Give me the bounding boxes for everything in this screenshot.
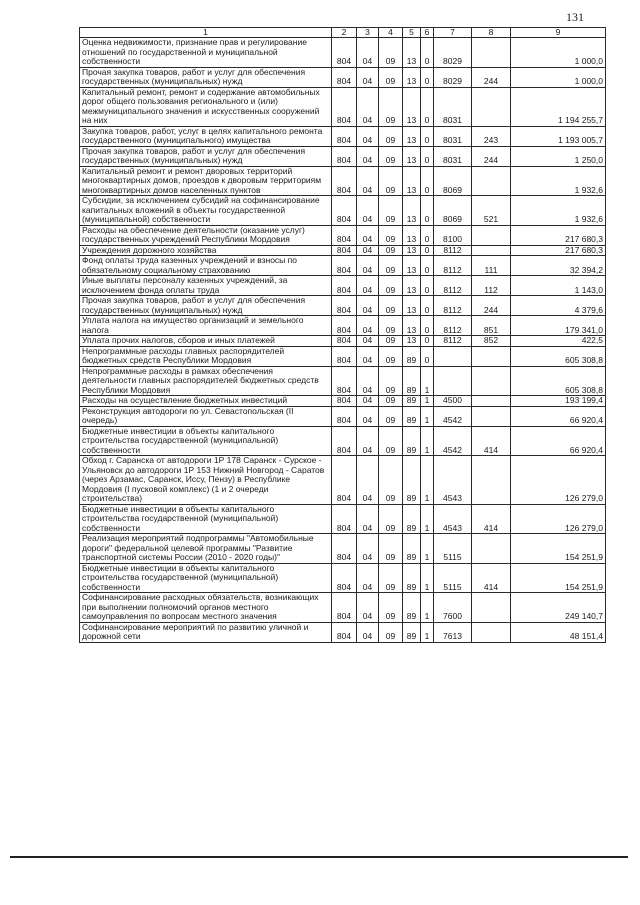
row-code: 8031: [434, 146, 472, 166]
row-code: 89: [403, 406, 421, 426]
row-description: Фонд оплаты труда казенных учреждений и взносы по обязательному социальному страхованию: [80, 256, 332, 276]
row-code: 04: [357, 426, 379, 456]
header-row: [80, 28, 606, 38]
row-code: [472, 406, 511, 426]
row-code: 13: [403, 67, 421, 87]
row-code: 1: [421, 593, 434, 623]
table-row: [80, 316, 606, 336]
row-amount: 66 920,4: [511, 406, 606, 426]
row-code: 0: [421, 296, 434, 316]
row-code: 0: [421, 146, 434, 166]
table-row: [80, 166, 606, 196]
table-row: [80, 256, 606, 276]
row-code: 13: [403, 87, 421, 126]
row-code: 804: [332, 256, 357, 276]
row-code: 04: [357, 316, 379, 336]
row-code: 09: [379, 406, 403, 426]
row-code: 1: [421, 563, 434, 593]
column-header: 2: [332, 28, 357, 38]
row-code: 13: [403, 276, 421, 296]
row-code: 89: [403, 456, 421, 505]
row-code: 7600: [434, 593, 472, 623]
row-code: 1: [421, 504, 434, 534]
row-code: 04: [357, 256, 379, 276]
row-code: 244: [472, 146, 511, 166]
row-description: Прочая закупка товаров, работ и услуг для обеспечения государственных (муниципальных) нужд: [80, 67, 332, 87]
row-code: 0: [421, 346, 434, 366]
row-code: 0: [421, 276, 434, 296]
row-code: 89: [403, 563, 421, 593]
row-code: 04: [357, 346, 379, 366]
row-code: 8112: [434, 296, 472, 316]
row-description: Обход г. Саранска от автодороги 1Р 178 Саранск - Сурское - Ульяновск до автодороги 1Р 153 Нижний Новгород - Саратов (через Арзамас, Саранск, Иссу, Пензу) в Республике Мордовия (I пусковой комплекс) (1 и 2 очереди строительства): [80, 456, 332, 505]
row-code: 1: [421, 426, 434, 456]
page-number: 131: [566, 10, 584, 24]
row-code: [472, 38, 511, 68]
row-amount: 1 000,0: [511, 38, 606, 68]
row-description: Уплата налога на имущество организаций и земельного налога: [80, 316, 332, 336]
row-code: 804: [332, 276, 357, 296]
row-code: 04: [357, 622, 379, 642]
row-code: 04: [357, 38, 379, 68]
row-code: 09: [379, 146, 403, 166]
column-header: 6: [421, 28, 434, 38]
row-code: 04: [357, 504, 379, 534]
row-code: 89: [403, 534, 421, 564]
row-amount: 66 920,4: [511, 426, 606, 456]
table-row: [80, 622, 606, 642]
row-code: 804: [332, 426, 357, 456]
row-code: 13: [403, 256, 421, 276]
row-code: 04: [357, 87, 379, 126]
row-code: 414: [472, 426, 511, 456]
row-code: 804: [332, 622, 357, 642]
row-code: 804: [332, 504, 357, 534]
row-code: [472, 87, 511, 126]
row-code: 4500: [434, 396, 472, 407]
row-code: 0: [421, 245, 434, 256]
row-code: 8112: [434, 245, 472, 256]
row-code: 09: [379, 336, 403, 347]
row-amount: 193 199,4: [511, 396, 606, 407]
row-code: 09: [379, 296, 403, 316]
table-row: [80, 396, 606, 407]
row-code: 4542: [434, 426, 472, 456]
row-description: Софинансирование расходных обязательств, возникающих при выполнении полномочий органов местного самоуправления по вопросам местного значения: [80, 593, 332, 623]
row-amount: 32 394,2: [511, 256, 606, 276]
row-code: [472, 456, 511, 505]
row-code: 04: [357, 126, 379, 146]
row-code: 09: [379, 196, 403, 226]
row-code: 0: [421, 67, 434, 87]
row-code: 4543: [434, 456, 472, 505]
row-code: 09: [379, 593, 403, 623]
row-code: 89: [403, 346, 421, 366]
row-code: 111: [472, 256, 511, 276]
row-code: 1: [421, 622, 434, 642]
row-code: 13: [403, 225, 421, 245]
row-code: 0: [421, 38, 434, 68]
row-code: 804: [332, 336, 357, 347]
row-code: 0: [421, 336, 434, 347]
row-code: 8029: [434, 67, 472, 87]
row-code: 13: [403, 316, 421, 336]
row-code: [472, 225, 511, 245]
table-row: [80, 196, 606, 226]
row-code: 09: [379, 316, 403, 336]
row-code: 13: [403, 245, 421, 256]
row-code: 8069: [434, 166, 472, 196]
row-code: 852: [472, 336, 511, 347]
row-code: 04: [357, 534, 379, 564]
column-header: 7: [434, 28, 472, 38]
row-code: 04: [357, 166, 379, 196]
row-amount: 154 251,9: [511, 563, 606, 593]
row-description: Реконструкция автодороги по ул. Севастопольская (II очередь): [80, 406, 332, 426]
row-code: [472, 396, 511, 407]
row-description: Уплата прочих налогов, сборов и иных платежей: [80, 336, 332, 347]
row-amount: 1 932,6: [511, 196, 606, 226]
table-row: [80, 426, 606, 456]
row-amount: 1 194 255,7: [511, 87, 606, 126]
row-code: [472, 166, 511, 196]
row-code: 04: [357, 146, 379, 166]
table-row: [80, 126, 606, 146]
row-code: [434, 366, 472, 396]
bottom-rule: [10, 856, 628, 858]
row-code: 8100: [434, 225, 472, 245]
row-code: 04: [357, 336, 379, 347]
row-amount: 1 143,0: [511, 276, 606, 296]
row-code: 804: [332, 296, 357, 316]
row-description: Иные выплаты персоналу казенных учреждений, за исключением фонда оплаты труда: [80, 276, 332, 296]
row-code: 09: [379, 346, 403, 366]
row-description: Непрограммные расходы в рамках обеспечения деятельности главных распорядителей бюджетных средств Республики Мордовия: [80, 366, 332, 396]
row-amount: 217 680,3: [511, 245, 606, 256]
row-code: 09: [379, 366, 403, 396]
row-code: 13: [403, 146, 421, 166]
row-code: 8112: [434, 256, 472, 276]
row-description: Оценка недвижимости, признание прав и регулирование отношений по государственной и муниципальной собственности: [80, 38, 332, 68]
row-code: [472, 366, 511, 396]
row-code: [472, 534, 511, 564]
table-row: [80, 504, 606, 534]
row-description: Непрограммные расходы главных распорядителей бюджетных средств Республики Мордовия: [80, 346, 332, 366]
row-amount: 605 308,8: [511, 346, 606, 366]
table-row: [80, 146, 606, 166]
column-header: 4: [379, 28, 403, 38]
row-amount: 154 251,9: [511, 534, 606, 564]
row-code: 8069: [434, 196, 472, 226]
row-code: 09: [379, 504, 403, 534]
row-code: 804: [332, 456, 357, 505]
row-amount: 179 341,0: [511, 316, 606, 336]
row-code: 804: [332, 87, 357, 126]
table-row: [80, 38, 606, 68]
row-code: 89: [403, 504, 421, 534]
row-code: 09: [379, 126, 403, 146]
row-code: 244: [472, 296, 511, 316]
row-description: Капитальный ремонт, ремонт и содержание автомобильных дорог общего пользования регионального и (или) межмуниципального значения и искусственных сооружений на них: [80, 87, 332, 126]
row-code: 804: [332, 406, 357, 426]
column-header: 3: [357, 28, 379, 38]
row-code: 04: [357, 67, 379, 87]
row-code: 04: [357, 366, 379, 396]
row-amount: 4 379,6: [511, 296, 606, 316]
row-code: 13: [403, 38, 421, 68]
row-code: 13: [403, 126, 421, 146]
row-description: Бюджетные инвестиции в объекты капитального строительства государственной (муниципальной) собственности: [80, 426, 332, 456]
row-code: 0: [421, 87, 434, 126]
row-code: 09: [379, 622, 403, 642]
row-code: 5115: [434, 563, 472, 593]
row-code: 13: [403, 296, 421, 316]
row-code: 09: [379, 166, 403, 196]
row-code: 851: [472, 316, 511, 336]
row-code: 414: [472, 563, 511, 593]
row-amount: 1 000,0: [511, 67, 606, 87]
row-description: Закупка товаров, работ, услуг в целях капитального ремонта государственного (муниципального) имущества: [80, 126, 332, 146]
table-row: [80, 534, 606, 564]
row-code: 04: [357, 225, 379, 245]
row-code: 09: [379, 426, 403, 456]
row-code: [472, 245, 511, 256]
row-code: 09: [379, 456, 403, 505]
row-description: Бюджетные инвестиции в объекты капитального строительства государственной (муниципальной) собственности: [80, 563, 332, 593]
row-code: 0: [421, 316, 434, 336]
row-code: 09: [379, 256, 403, 276]
row-code: 8031: [434, 87, 472, 126]
row-code: 09: [379, 396, 403, 407]
table-row: [80, 276, 606, 296]
row-description: Софинансирование мероприятий по развитию уличной и дорожной сети: [80, 622, 332, 642]
row-code: 09: [379, 87, 403, 126]
row-code: 804: [332, 534, 357, 564]
row-code: 4543: [434, 504, 472, 534]
table-row: [80, 296, 606, 316]
row-description: Расходы на обеспечение деятельности (оказание услуг) государственных учреждений Республики Мордовия: [80, 225, 332, 245]
row-code: 8112: [434, 316, 472, 336]
row-code: 804: [332, 166, 357, 196]
row-code: 804: [332, 346, 357, 366]
row-code: 09: [379, 276, 403, 296]
row-amount: 422,5: [511, 336, 606, 347]
row-code: 89: [403, 396, 421, 407]
row-description: Реализация мероприятий подпрограммы "Автомобильные дороги" федеральной целевой программы "Развитие транспортной системы России (2010 - 2020 годы)": [80, 534, 332, 564]
row-code: 804: [332, 245, 357, 256]
table-row: [80, 225, 606, 245]
row-code: 13: [403, 336, 421, 347]
row-code: [472, 593, 511, 623]
row-code: 804: [332, 126, 357, 146]
row-code: 13: [403, 166, 421, 196]
table-row: [80, 406, 606, 426]
row-code: 243: [472, 126, 511, 146]
row-description: Субсидии, за исключением субсидий на софинансирование капитальных вложений в объекты государственной (муниципальной) собственности: [80, 196, 332, 226]
row-code: 804: [332, 593, 357, 623]
row-code: 04: [357, 196, 379, 226]
row-code: 04: [357, 593, 379, 623]
row-code: 521: [472, 196, 511, 226]
row-description: Прочая закупка товаров, работ и услуг для обеспечения государственных (муниципальных) нужд: [80, 296, 332, 316]
row-description: Прочая закупка товаров, работ и услуг для обеспечения государственных (муниципальных) нужд: [80, 146, 332, 166]
row-code: 8031: [434, 126, 472, 146]
row-amount: 126 279,0: [511, 456, 606, 505]
row-code: 13: [403, 196, 421, 226]
row-amount: 249 140,7: [511, 593, 606, 623]
column-header: 9: [511, 28, 606, 38]
table-row: [80, 366, 606, 396]
row-code: 09: [379, 225, 403, 245]
row-code: 8112: [434, 276, 472, 296]
row-code: 112: [472, 276, 511, 296]
row-code: 09: [379, 534, 403, 564]
row-code: 804: [332, 196, 357, 226]
row-code: 0: [421, 166, 434, 196]
row-code: 244: [472, 67, 511, 87]
row-code: 804: [332, 396, 357, 407]
row-code: 0: [421, 196, 434, 226]
row-code: 04: [357, 245, 379, 256]
row-amount: 217 680,3: [511, 225, 606, 245]
table-row: [80, 87, 606, 126]
row-code: 0: [421, 126, 434, 146]
row-code: 04: [357, 456, 379, 505]
row-code: 09: [379, 38, 403, 68]
row-description: Капитальный ремонт и ремонт дворовых территорий многоквартирных домов, проездов к дворовым территориям многоквартирных домов населенных пунктов: [80, 166, 332, 196]
row-description: Учреждения дорожного хозяйства: [80, 245, 332, 256]
row-code: 804: [332, 67, 357, 87]
row-amount: 1 193 005,7: [511, 126, 606, 146]
row-code: 04: [357, 563, 379, 593]
row-code: 89: [403, 366, 421, 396]
table-row: [80, 245, 606, 256]
row-code: 04: [357, 276, 379, 296]
table-row: [80, 456, 606, 505]
row-code: 804: [332, 225, 357, 245]
column-header: 5: [403, 28, 421, 38]
row-amount: 1 932,6: [511, 166, 606, 196]
row-code: 414: [472, 504, 511, 534]
row-code: 04: [357, 396, 379, 407]
row-amount: 48 151,4: [511, 622, 606, 642]
column-header: 1: [80, 28, 332, 38]
table-row: [80, 563, 606, 593]
row-code: 04: [357, 296, 379, 316]
row-amount: 126 279,0: [511, 504, 606, 534]
row-code: 804: [332, 38, 357, 68]
row-code: [472, 622, 511, 642]
row-code: 1: [421, 366, 434, 396]
row-code: 8112: [434, 336, 472, 347]
row-code: 804: [332, 316, 357, 336]
row-code: [472, 346, 511, 366]
row-amount: 605 308,8: [511, 366, 606, 396]
row-code: 09: [379, 245, 403, 256]
table-row: [80, 336, 606, 347]
table-row: [80, 67, 606, 87]
row-code: 1: [421, 534, 434, 564]
row-code: 804: [332, 146, 357, 166]
row-description: Расходы на осуществление бюджетных инвестиций: [80, 396, 332, 407]
table-row: [80, 593, 606, 623]
row-code: 804: [332, 563, 357, 593]
row-code: 09: [379, 563, 403, 593]
table-row: [80, 346, 606, 366]
row-code: 1: [421, 396, 434, 407]
row-code: 89: [403, 593, 421, 623]
row-description: Бюджетные инвестиции в объекты капитального строительства государственной (муниципальной) собственности: [80, 504, 332, 534]
row-code: 1: [421, 406, 434, 426]
row-code: 804: [332, 366, 357, 396]
budget-table: [79, 27, 606, 643]
row-code: 1: [421, 456, 434, 505]
row-code: 0: [421, 256, 434, 276]
row-code: 09: [379, 67, 403, 87]
row-code: 8029: [434, 38, 472, 68]
row-code: 89: [403, 426, 421, 456]
row-code: 4542: [434, 406, 472, 426]
row-code: 89: [403, 622, 421, 642]
row-code: 0: [421, 225, 434, 245]
row-amount: 1 250,0: [511, 146, 606, 166]
row-code: 5115: [434, 534, 472, 564]
row-code: 04: [357, 406, 379, 426]
row-code: [434, 346, 472, 366]
column-header: 8: [472, 28, 511, 38]
row-code: 7613: [434, 622, 472, 642]
